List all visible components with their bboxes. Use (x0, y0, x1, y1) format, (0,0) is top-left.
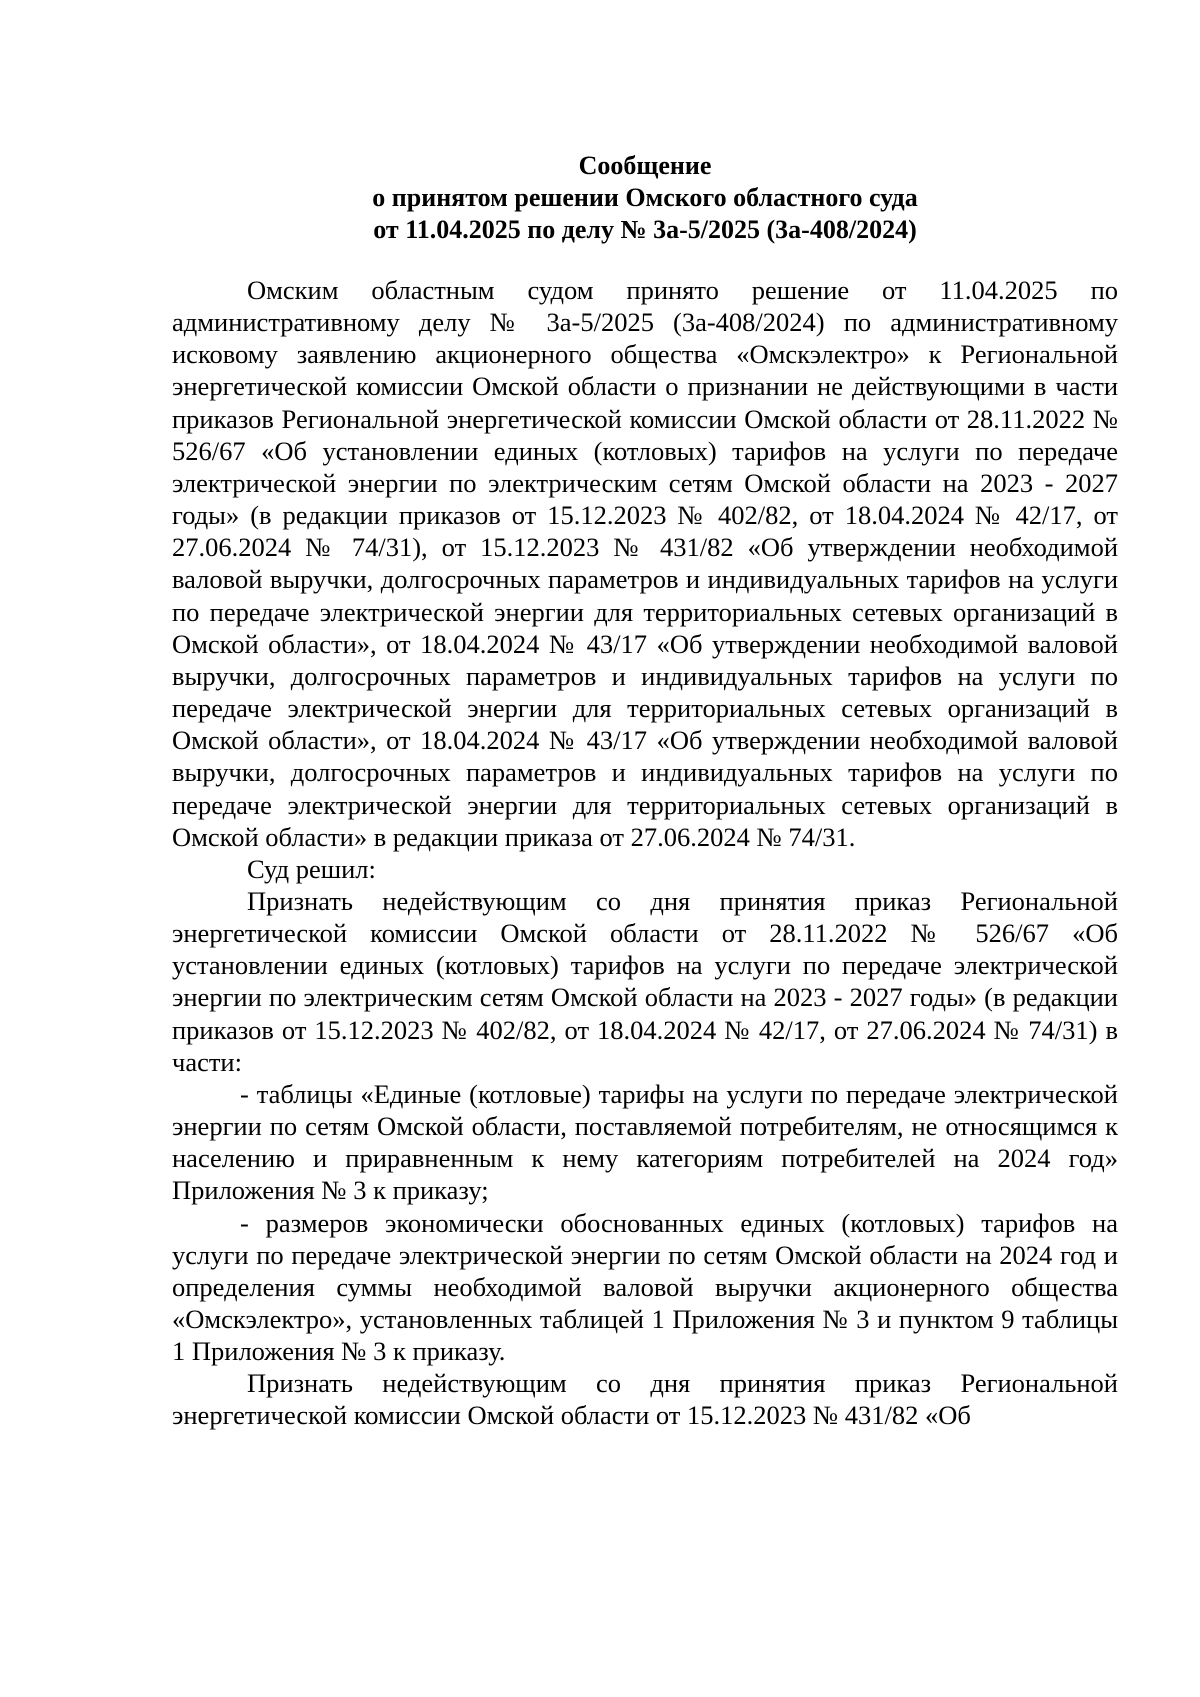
paragraph-court-decided: Суд решил: (247, 853, 376, 884)
title-line-3: от 11.04.2025 по делу № 3а-5/2025 (3а-408/2024) (373, 215, 917, 244)
bullet-tariff-table: - таблицы «Единые (котловые) тарифы на услуги по передаче электрической энергии по сетям Омской области, поставляемой потребителям, не относящимся к населению и приравненным к нему категориям потребителей на 2024 год» Приложения № 3 к приказу; (172, 1078, 1118, 1206)
paragraph-invalidate-order-431: Признать недействующим со дня принятия приказ Региональной энергетической комиссии Омской области от 15.12.2023 № 431/82 «Об (172, 1368, 1118, 1431)
title-line-1: Сообщение (578, 151, 712, 180)
paragraph-decision-intro: Омским областным судом принято решение от 11.04.2025 по административному делу № 3а-5/2025 (3а-408/2024) по административному исковому заявлению акционерного общества «Омскэлектро» к Региональной энергетической комиссии Омской области о признании не действующими в части приказов Региональной энергетической комиссии Омской области от 28.11.2022 № 526/67 «Об установлении единых (котловых) тарифов на услуги по передаче электрической энергии по электрическим сетям Омской области на 2023 - 2027 годы» (в редакции приказов от 15.12.2023 № 402/82, от 18.04.2024 № 42/17, от 27.06.2024 № 74/31), от 15.12.2023 № 431/82 «Об утверждении необходимой валовой выручки, долгосрочных параметров и индивидуальных тарифов на услуги по передаче электрической энергии для территориальных сетевых организаций в Омской области», от 18.04.2024 № 43/17 «Об утверждении необходимой валовой выручки, долгосрочных параметров и индивидуальных тарифов на услуги по передаче электрической энергии для территориальных сетевых организаций в Омской области», от 18.04.2024 № 43/17 «Об утверждении необходимой валовой выручки, долгосрочных параметров и индивидуальных тарифов на услуги по передаче электрической энергии для территориальных сетевых организаций в Омской области» в редакции приказа от 27.06.2024 № 74/31. (172, 275, 1118, 852)
paragraph-invalidate-order-526: Признать недействующим со дня принятия приказ Региональной энергетической комиссии Омской области от 28.11.2022 № 526/67 «Об установлении единых (котловых) тарифов на услуги по передаче электрической энергии по электрическим сетям Омской области на 2023 - 2027 годы» (в редакции приказов от 15.12.2023 № 402/82, от 18.04.2024 № 42/17, от 27.06.2024 № 74/31) в части: (172, 885, 1118, 1077)
bullet-tariff-sizes: - размеров экономически обоснованных единых (котловых) тарифов на услуги по передаче электрической энергии по сетям Омской области на 2024 год и определения суммы необходимой валовой выручки акционерного общества «Омскэлектро», установленных таблицей 1 Приложения № 3 и пунктом 9 таблицы 1 Приложения № 3 к приказу. (172, 1207, 1118, 1367)
title-line-2: о принятом решении Омского областного суда (372, 183, 918, 212)
document-body (172, 274, 1118, 1432)
document-title (170, 150, 1120, 246)
